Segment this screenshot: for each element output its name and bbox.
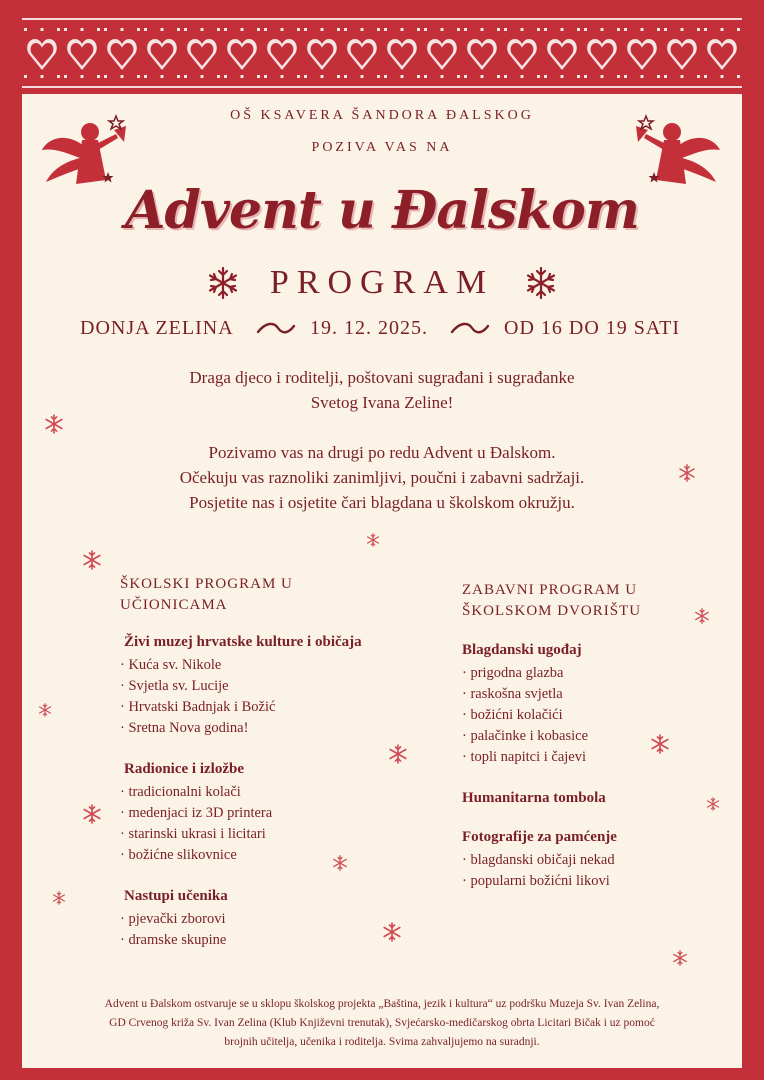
list-item: · božićni kolačići xyxy=(462,707,563,723)
heart-motif-icon xyxy=(262,26,302,80)
heart-motif-icon xyxy=(22,26,62,80)
snowflake-icon xyxy=(388,744,408,764)
event-info-row xyxy=(22,315,742,345)
event-title: Advent u Đalskom xyxy=(125,180,639,241)
heart-motif-icon xyxy=(182,26,222,80)
tilde-swirl-icon xyxy=(450,319,490,339)
snowflake-icon xyxy=(524,266,558,300)
program-heading: PROGRAM xyxy=(269,264,495,301)
invite-text: POZIVA VAS NA xyxy=(311,140,453,155)
list-item: · Svjetla sv. Lucije xyxy=(120,678,229,694)
snowflake-icon xyxy=(82,804,102,824)
list-item: · palačinke i kobasice xyxy=(462,728,589,744)
list-item: · dramske skupine xyxy=(120,932,227,948)
heart-motif-icon xyxy=(542,26,582,80)
snowflake-icon xyxy=(678,464,696,482)
footer-acknowledgement xyxy=(42,995,722,1052)
heart-motif-icon xyxy=(382,26,422,80)
column-heading: ZABAVNI PROGRAM U xyxy=(462,582,638,598)
tilde-swirl-icon xyxy=(256,319,296,339)
section-title: Radionice i izložbe xyxy=(124,761,244,777)
intro-line: Draga djeco i roditelji, poštovani sugrađani i sugrađanke xyxy=(189,368,575,387)
column-heading: ŠKOLSKI PROGRAM U xyxy=(120,576,293,592)
section-title: Blagdanski ugođaj xyxy=(462,642,582,658)
list-item: · Kuća sv. Nikole xyxy=(120,657,222,673)
heart-motif-icon xyxy=(622,26,662,80)
list-item: · topli napitci i čajevi xyxy=(462,749,587,765)
snowflake-icon xyxy=(672,950,688,966)
footer-line: Advent u Đalskom ostvaruje se u sklopu školskog projekta „Baština, jezik i kultura“ uz podršku Muzeja Sv. Ivan Zelina, xyxy=(104,998,660,1010)
list-item: · prigodna glazba xyxy=(462,665,564,681)
snowflake-icon xyxy=(38,702,52,716)
section-title: Živi muzej hrvatske kulture i običaja xyxy=(124,634,362,650)
snowflake-icon xyxy=(706,796,720,810)
heart-motif-icon xyxy=(62,26,102,80)
list-item: · medenjaci iz 3D printera xyxy=(120,805,273,821)
snowflake-icon xyxy=(366,532,380,546)
event-date: 19. 12. 2025. xyxy=(310,317,428,339)
event-place: DONJA ZELINA xyxy=(80,317,234,339)
list-item: · Sretna Nova godina! xyxy=(120,720,249,736)
heart-motif-icon xyxy=(702,26,742,80)
heart-border-band xyxy=(22,12,742,94)
section-title: Nastupi učenika xyxy=(124,888,228,904)
fun-program-column xyxy=(462,580,641,892)
heart-motif-icon xyxy=(142,26,182,80)
band-line-bottom xyxy=(22,86,742,88)
heart-motif-icon xyxy=(102,26,142,80)
list-item: · pjevački zborovi xyxy=(120,911,226,927)
school-program-column xyxy=(120,574,362,951)
section-title: Fotografije za pamćenje xyxy=(462,829,617,845)
list-item: · raskošna svjetla xyxy=(462,686,563,702)
snowflake-icon xyxy=(382,922,402,942)
school-name: OŠ KSAVERA ŠANDORA ĐALSKOG xyxy=(230,108,534,123)
event-time: OD 16 DO 19 SATI xyxy=(504,317,680,339)
heart-motif-icon xyxy=(222,26,262,80)
snowflake-icon xyxy=(44,414,64,434)
snowflake-icon xyxy=(82,550,102,570)
heart-motif-icon xyxy=(342,26,382,80)
intro-invitation xyxy=(62,440,702,515)
snowflake-icon xyxy=(650,734,670,754)
list-item: · Hrvatski Badnjak i Božić xyxy=(120,699,276,715)
footer-line: GD Crvenog križa Sv. Ivan Zelina (Klub Književni trenutak), Svjećarsko-medičarskog obrta Licitari Bičak i uz pomoć xyxy=(109,1017,655,1029)
column-heading: ŠKOLSKOM DVORIŠTU xyxy=(462,603,642,619)
heart-motif-icon xyxy=(662,26,702,80)
section-title: Humanitarna tombola xyxy=(462,790,606,806)
snowflake-icon xyxy=(694,608,710,624)
list-item: · tradicionalni kolači xyxy=(120,784,241,800)
heart-motif-icon xyxy=(302,26,342,80)
band-line-top xyxy=(22,18,742,20)
heart-motif-icon xyxy=(502,26,542,80)
heart-motif-icon xyxy=(582,26,622,80)
list-item: · božićne slikovnice xyxy=(120,847,237,863)
heart-motif-icon xyxy=(422,26,462,80)
list-item: · blagdanski običaji nekad xyxy=(462,852,615,868)
intro-line: Svetog Ivana Zeline! xyxy=(310,393,454,412)
list-item: · starinski ukrasi i licitari xyxy=(120,826,266,842)
intro-line: Posjetite nas i osjetite čari blagdana u školskom okružju. xyxy=(189,493,575,512)
snowflake-icon xyxy=(332,855,348,871)
intro-line: Pozivamo vas na drugi po redu Advent u Đalskom. xyxy=(208,443,556,462)
intro-line: Očekuju vas raznoliki zanimljivi, poučni i zabavni sadržaji. xyxy=(179,468,585,487)
list-item: · popularni božićni likovi xyxy=(462,873,610,889)
poster xyxy=(22,12,742,1068)
column-heading: UČIONICAMA xyxy=(120,597,228,613)
heart-motif-icon xyxy=(462,26,502,80)
intro-greeting xyxy=(62,365,702,415)
snowflake-icon xyxy=(52,890,66,904)
footer-line: brojnih učitelja, učenika i roditelja. Svima zahvaljujemo na suradnji. xyxy=(224,1036,540,1048)
program-heading-row xyxy=(22,258,742,308)
heart-pattern-icon xyxy=(22,26,742,80)
